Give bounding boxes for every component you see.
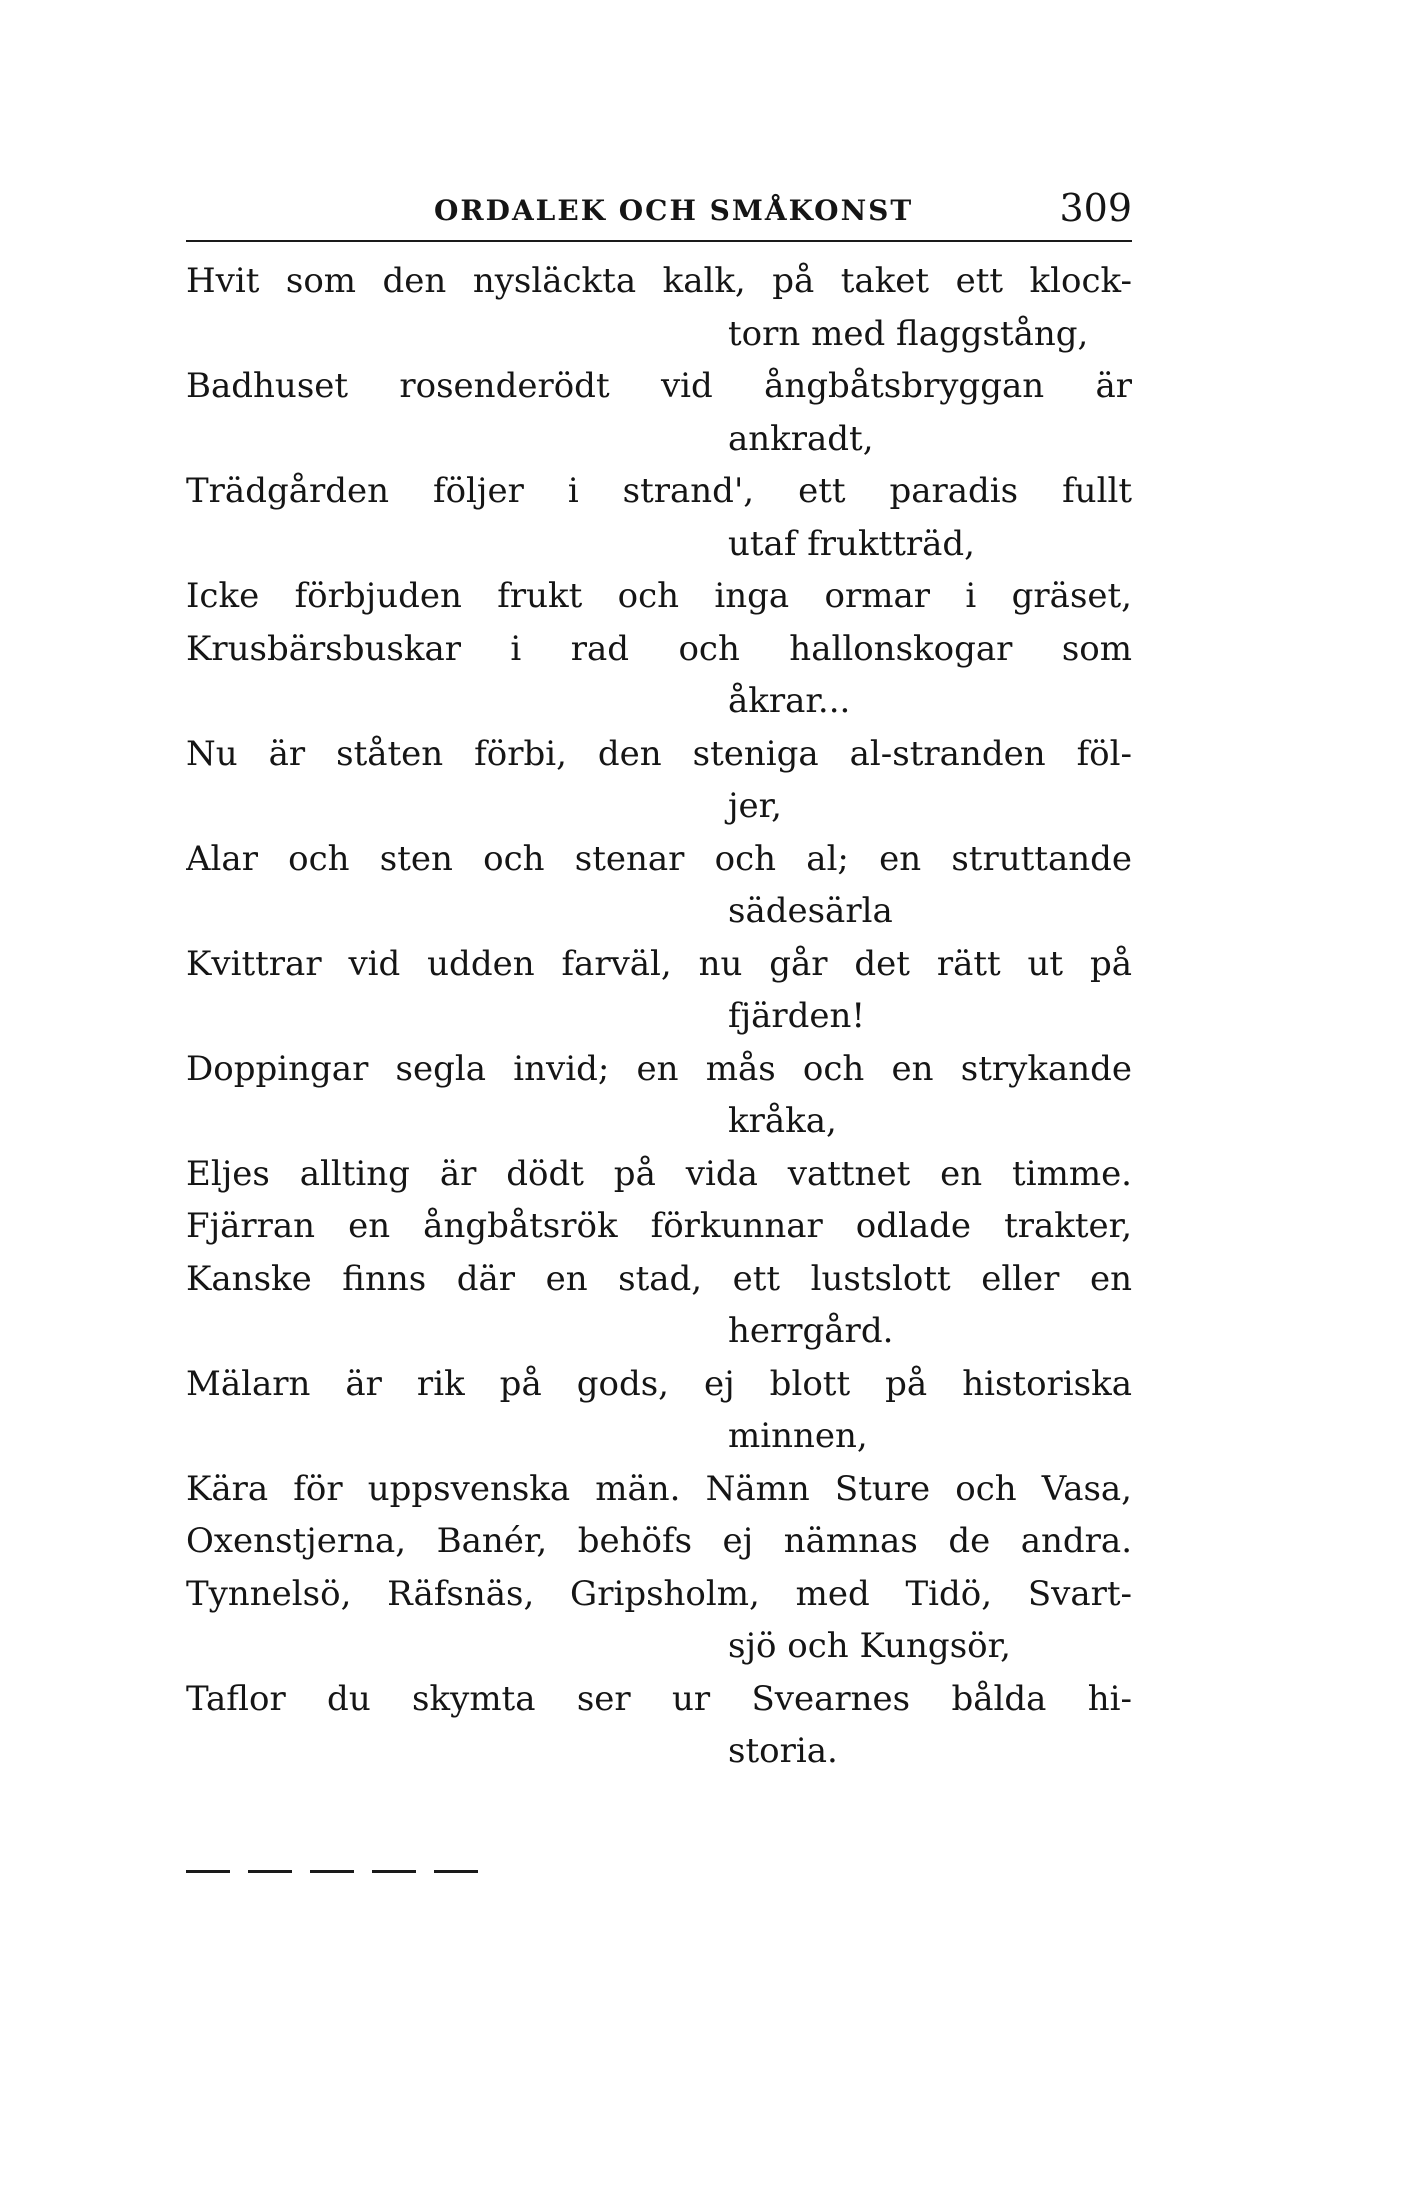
poem-line: Oxenstjerna, Banér, behöfs ej nämnas de andra. xyxy=(186,1521,1132,1561)
poem-line-continuation: sädesärla xyxy=(728,891,893,931)
poem-line-continuation: utaf fruktträd, xyxy=(728,523,975,564)
section-break-dash xyxy=(186,1870,230,1873)
running-title: ORDALEK OCH SMÅKONST xyxy=(434,194,914,227)
section-break-dash xyxy=(248,1870,292,1873)
page-number: 309 xyxy=(1059,186,1132,230)
section-break xyxy=(186,1870,478,1890)
poem-line: Kanske finns där en stad, ett lustslott eller en xyxy=(186,1258,1132,1299)
poem-line-continuation: storia. xyxy=(728,1731,838,1771)
poem-line: Kvittrar vid udden farväl, nu går det rätt ut på xyxy=(186,943,1132,984)
poem-line-continuation: sjö och Kungsör, xyxy=(728,1626,1011,1666)
poem-line: Icke förbjuden frukt och inga ormar i gräset, xyxy=(186,576,1132,616)
poem-line: Doppingar segla invid; en mås och en strykande xyxy=(186,1048,1132,1089)
poem-line: Alar och sten och stenar och al; en struttande xyxy=(186,838,1132,879)
section-break-dash xyxy=(310,1870,354,1873)
poem-line: Tynnelsö, Räfsnäs, Gripsholm, med Tidö, Svart- xyxy=(186,1573,1132,1614)
poem-line-continuation: herrgård. xyxy=(728,1311,894,1351)
poem-line: Mälarn är rik på gods, ej blott på historiska xyxy=(186,1363,1132,1404)
poem-line: Hvit som den nysläckta kalk, på taket ett klock- xyxy=(186,261,1132,301)
poem-line-continuation: minnen, xyxy=(728,1416,868,1456)
page-header xyxy=(186,186,1132,234)
section-break-dash xyxy=(372,1870,416,1873)
poem-line: Taflor du skymta ser ur Svearnes bålda hi- xyxy=(186,1678,1132,1719)
poem-line: Badhuset rosenderödt vid ångbåtsbryggan är xyxy=(186,366,1132,406)
poem-line: Kära för uppsvenska män. Nämn Sture och Vasa, xyxy=(186,1468,1132,1509)
poem-line-continuation: ankradt, xyxy=(728,418,874,459)
poem-line-continuation: kråka, xyxy=(728,1101,837,1141)
poem-body xyxy=(186,255,1132,1778)
section-break-dash xyxy=(434,1870,478,1873)
poem-line: Trädgården följer i strand', ett paradis fullt xyxy=(186,471,1132,511)
poem-line-continuation: torn med flaggstång, xyxy=(728,313,1089,354)
poem-line-continuation: åkrar... xyxy=(728,681,851,721)
poem-line-continuation: fjärden! xyxy=(728,996,866,1036)
poem-line: Fjärran en ångbåtsrök förkunnar odlade trakter, xyxy=(186,1206,1132,1246)
poem-line: Nu är ståten förbi, den steniga al-stranden föl- xyxy=(186,733,1132,774)
header-rule xyxy=(186,240,1132,242)
poem-line: Eljes allting är dödt på vida vattnet en timme. xyxy=(186,1153,1132,1194)
poem-line-continuation: jer, xyxy=(728,786,782,826)
poem-line: Krusbärsbuskar i rad och hallonskogar som xyxy=(186,628,1132,669)
